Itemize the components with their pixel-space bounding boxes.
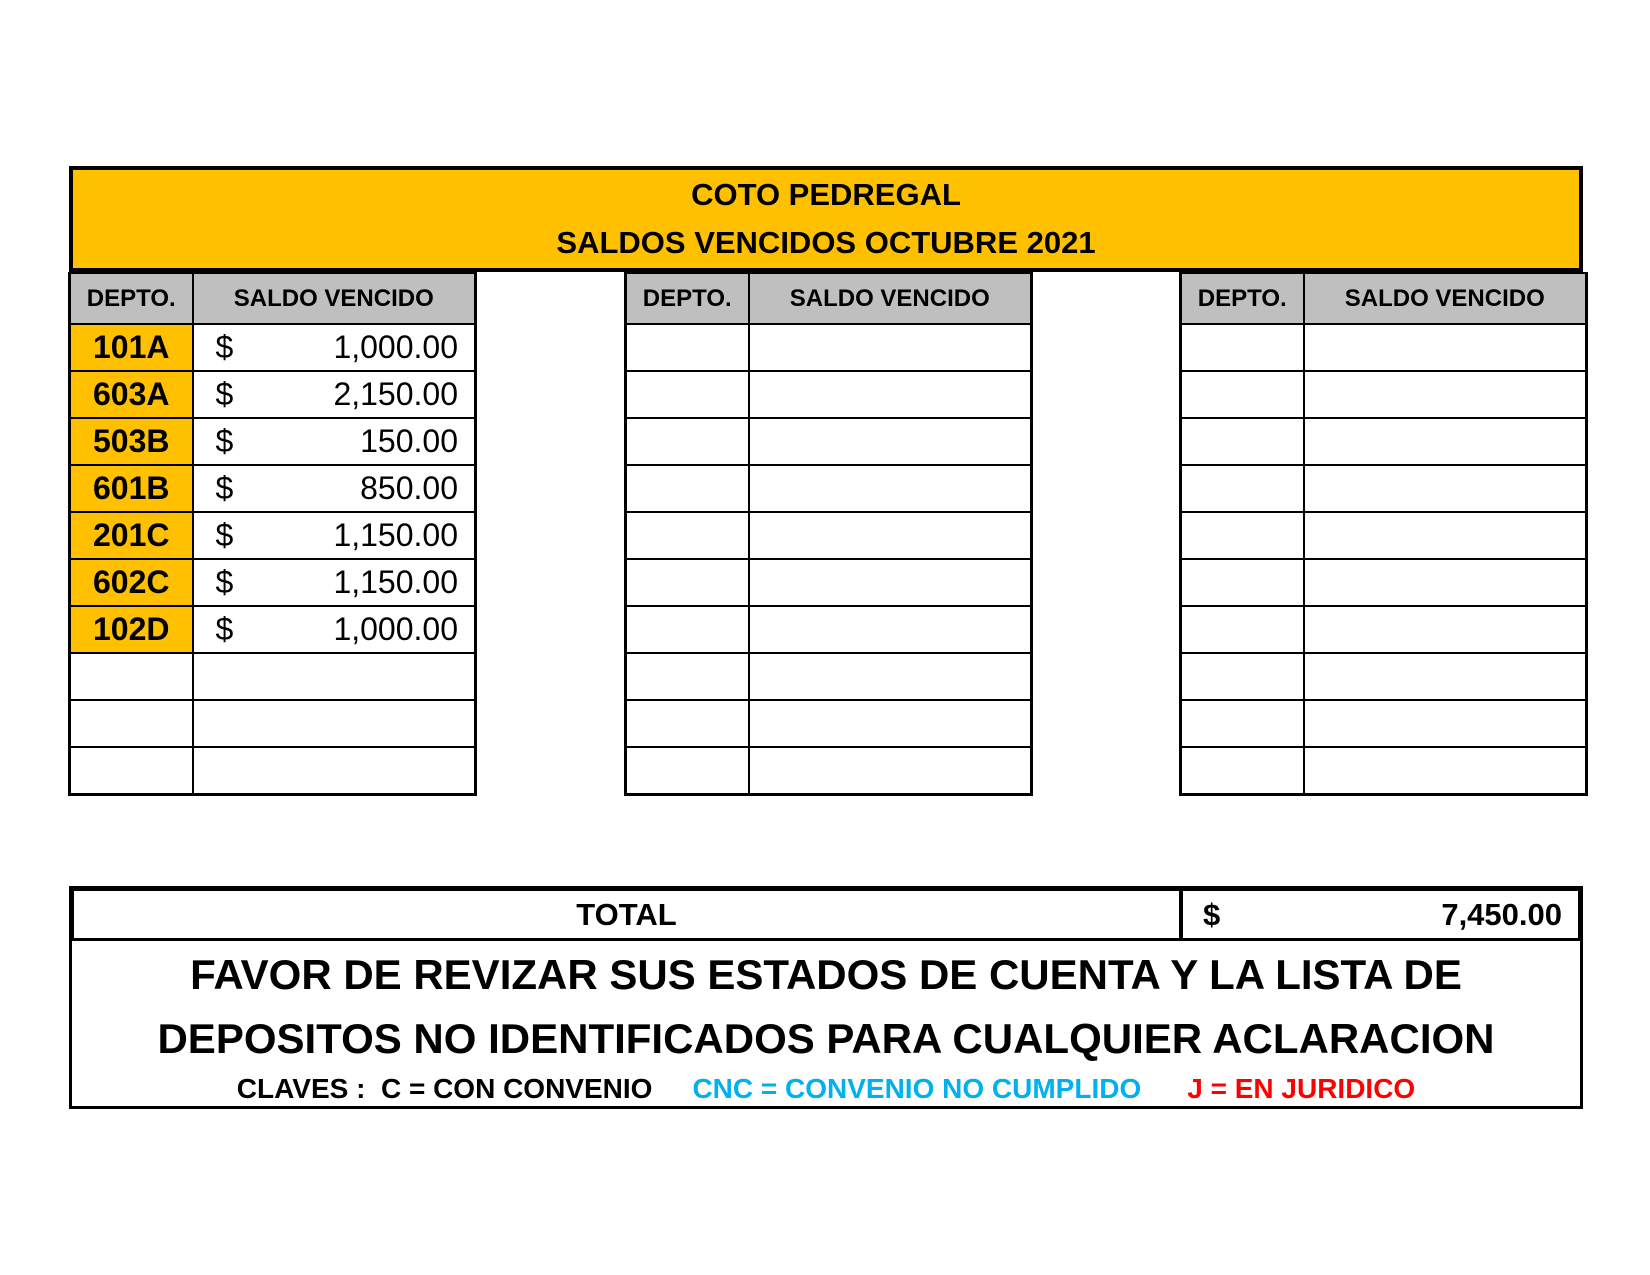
table-row [1181, 418, 1587, 465]
legend-claves: CLAVES : C = CON CONVENIO [236, 1073, 653, 1104]
currency-symbol: $ [215, 423, 234, 459]
amount-value: 2,150.00 [333, 376, 458, 412]
saldo-cell [193, 559, 476, 606]
currency-symbol: $ [215, 611, 234, 647]
table-row [70, 653, 476, 700]
depto-cell: 601B [70, 465, 193, 512]
table-row [626, 512, 1032, 559]
saldo-cell [193, 512, 476, 559]
table-row [70, 465, 476, 512]
saldo-cell [193, 465, 476, 512]
table-row [626, 559, 1032, 606]
depto-cell [1181, 559, 1304, 606]
table-row [70, 418, 476, 465]
currency-symbol: $ [215, 329, 234, 365]
table-row [626, 324, 1032, 371]
balance-table-3 [1179, 272, 1588, 796]
saldo-cell [1304, 653, 1587, 700]
saldo-cell [749, 465, 1032, 512]
depto-cell: 602C [70, 559, 193, 606]
depto-cell [626, 324, 749, 371]
depto-cell [1181, 324, 1304, 371]
currency-symbol: $ [215, 470, 234, 506]
notice-line-2: DEPOSITOS NO IDENTIFICADOS PARA CUALQUIER ACLARACION [157, 1015, 1495, 1062]
amount-value: 850.00 [360, 470, 458, 506]
depto-cell [626, 418, 749, 465]
amount-value: 1,000.00 [333, 611, 458, 647]
saldo-cell [1304, 512, 1587, 559]
depto-cell [626, 653, 749, 700]
table-row [1181, 747, 1587, 794]
total-row [72, 889, 1580, 941]
depto-cell [1181, 418, 1304, 465]
saldo-cell [193, 324, 476, 371]
saldo-cell [749, 700, 1032, 747]
total-and-notes-box [69, 886, 1583, 1109]
depto-cell [626, 465, 749, 512]
table-row [626, 371, 1032, 418]
table-row [70, 559, 476, 606]
title-line-2: SALDOS VENCIDOS OCTUBRE 2021 [556, 225, 1096, 260]
depto-cell [626, 512, 749, 559]
table-row [626, 418, 1032, 465]
depto-cell [1181, 747, 1304, 794]
currency-symbol: $ [215, 376, 234, 412]
depto-cell [626, 606, 749, 653]
saldo-cell [1304, 559, 1587, 606]
saldo-cell [193, 606, 476, 653]
table-row [70, 700, 476, 747]
saldo-cell [749, 653, 1032, 700]
depto-cell [626, 747, 749, 794]
depto-cell: 603A [70, 371, 193, 418]
saldo-cell [193, 747, 476, 794]
amount-value: 150.00 [360, 423, 458, 459]
table-header-row [1181, 273, 1587, 324]
saldo-cell [749, 418, 1032, 465]
title-banner [69, 166, 1583, 272]
saldo-cell [193, 653, 476, 700]
saldo-cell [1304, 371, 1587, 418]
saldo-cell [1304, 465, 1587, 512]
depto-cell [626, 559, 749, 606]
table-row [1181, 700, 1587, 747]
column-header-saldo: SALDO VENCIDO [749, 273, 1032, 324]
table-row [1181, 653, 1587, 700]
table-row [70, 747, 476, 794]
total-amount-cell [1183, 891, 1578, 938]
legend-cnc: CNC = CONVENIO NO CUMPLIDO [692, 1073, 1142, 1104]
table-row [1181, 559, 1587, 606]
depto-cell [626, 700, 749, 747]
notice-line-1: FAVOR DE REVIZAR SUS ESTADOS DE CUENTA Y LA LISTA DE [190, 951, 1462, 998]
table-row [70, 371, 476, 418]
notice-text [72, 943, 1580, 1071]
saldo-cell [749, 512, 1032, 559]
saldo-cell [1304, 324, 1587, 371]
depto-cell [70, 700, 193, 747]
column-header-depto: DEPTO. [70, 273, 193, 324]
saldo-cell [193, 371, 476, 418]
amount-value: 1,000.00 [333, 329, 458, 365]
table-row [70, 324, 476, 371]
depto-cell: 201C [70, 512, 193, 559]
currency-symbol: $ [215, 564, 234, 600]
saldo-cell [1304, 700, 1587, 747]
saldo-cell [749, 747, 1032, 794]
amount-value: 1,150.00 [333, 564, 458, 600]
legend-keys [72, 1073, 1580, 1105]
balance-table-2 [624, 272, 1033, 796]
column-header-saldo: SALDO VENCIDO [193, 273, 476, 324]
table-row [1181, 606, 1587, 653]
table-row [1181, 324, 1587, 371]
depto-cell [1181, 700, 1304, 747]
table-header-row [70, 273, 476, 324]
depto-cell: 101A [70, 324, 193, 371]
depto-cell: 102D [70, 606, 193, 653]
column-header-depto: DEPTO. [1181, 273, 1304, 324]
table-row [70, 512, 476, 559]
saldo-cell [749, 371, 1032, 418]
saldo-cell [749, 559, 1032, 606]
depto-cell: 503B [70, 418, 193, 465]
legend-j: J = EN JURIDICO [1187, 1073, 1416, 1104]
depto-cell [70, 747, 193, 794]
depto-cell [1181, 465, 1304, 512]
saldo-cell [193, 418, 476, 465]
depto-cell [1181, 371, 1304, 418]
table-row [626, 700, 1032, 747]
total-currency-symbol: $ [1203, 896, 1221, 932]
depto-cell [1181, 606, 1304, 653]
table-row [626, 606, 1032, 653]
balance-table-1 [68, 272, 477, 796]
column-header-saldo: SALDO VENCIDO [1304, 273, 1587, 324]
amount-value: 1,150.00 [333, 517, 458, 553]
saldo-cell [1304, 418, 1587, 465]
title-line-1: COTO PEDREGAL [691, 177, 961, 212]
table-row [70, 606, 476, 653]
currency-symbol: $ [215, 517, 234, 553]
saldo-cell [1304, 606, 1587, 653]
table-row [626, 465, 1032, 512]
total-amount: 7,450.00 [1441, 896, 1562, 932]
column-header-depto: DEPTO. [626, 273, 749, 324]
table-row [1181, 465, 1587, 512]
saldo-cell [749, 324, 1032, 371]
depto-cell [1181, 653, 1304, 700]
table-row [1181, 371, 1587, 418]
depto-cell [626, 371, 749, 418]
table-row [626, 653, 1032, 700]
total-label: TOTAL [74, 891, 1183, 938]
saldo-cell [193, 700, 476, 747]
saldo-cell [1304, 747, 1587, 794]
depto-cell [1181, 512, 1304, 559]
table-header-row [626, 273, 1032, 324]
table-row [626, 747, 1032, 794]
table-row [1181, 512, 1587, 559]
depto-cell [70, 653, 193, 700]
saldo-cell [749, 606, 1032, 653]
